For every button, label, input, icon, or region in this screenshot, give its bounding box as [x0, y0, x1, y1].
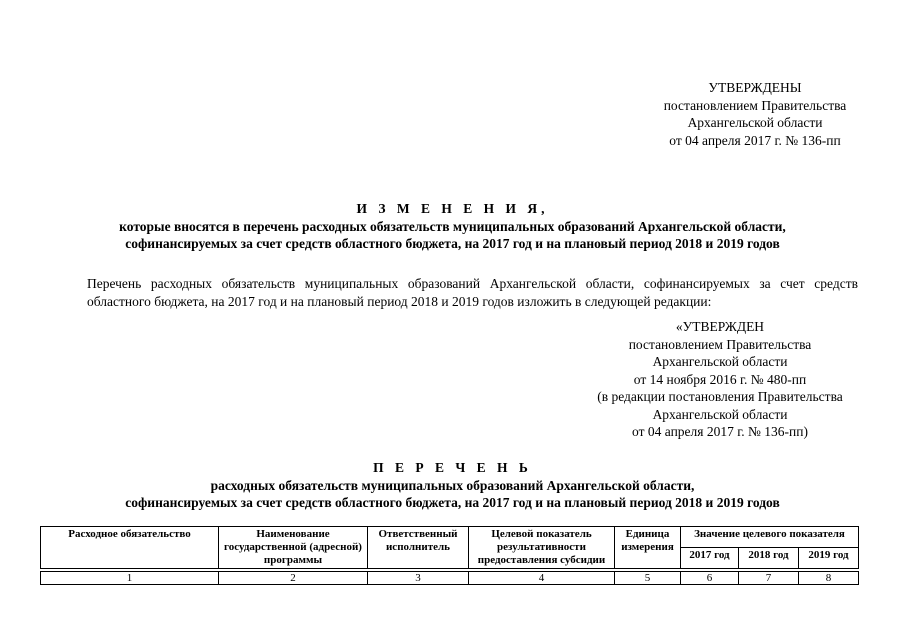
changes-subtitle-line: которые вносятся в перечень расходных обязательств муниципальных образований Архангельской области,: [119, 218, 786, 234]
list-subtitle-line: софинансируемых за счет средств областного бюджета, на 2017 год и на плановый период 2018 и 2019 годов: [125, 495, 780, 510]
column-number: 6: [681, 572, 739, 585]
inner-stamp-line: (в редакции постановления Правительства: [597, 389, 843, 404]
header-program-name: Наименование государственной (адресной) программы: [219, 527, 368, 569]
header-year-2017: 2017 год: [681, 548, 739, 569]
column-number: 5: [615, 572, 681, 585]
changes-title: И З М Е Н Е Н И Я,: [356, 201, 549, 216]
header-year-2019: 2019 год: [799, 548, 859, 569]
column-number: 7: [739, 572, 799, 585]
header-responsible-executor: Ответственный исполнитель: [368, 527, 469, 569]
inner-stamp-line: от 04 апреля 2017 г. № 136-пп): [632, 424, 808, 439]
column-number: 2: [219, 572, 368, 585]
list-title: П Е Р Е Ч Е Н Ь: [373, 460, 532, 475]
changes-heading: [0, 200, 905, 253]
column-number: 1: [41, 572, 219, 585]
inner-stamp-line: постановлением Правительства: [628, 336, 812, 352]
approval-stamp: [610, 79, 900, 149]
inner-stamp-line: Архангельской области: [652, 354, 788, 369]
approval-stamp-line: УТВЕРЖДЕНЫ: [708, 80, 802, 95]
obligations-table: [40, 526, 859, 585]
header-expense-obligation: Расходное обязательство: [41, 527, 219, 569]
inner-approval-stamp: [560, 318, 880, 441]
inner-stamp-line: «УТВЕРЖДЕН: [675, 319, 765, 334]
list-heading: [0, 459, 905, 512]
changes-subtitle-line: софинансируемых за счет средств областного бюджета, на 2017 год и на плановый период 2018 и 2019 годов: [125, 236, 780, 251]
list-subtitle-line: расходных обязательств муниципальных образований Архангельской области,: [210, 477, 695, 493]
paragraph-text: Перечень расходных обязательств муниципальных образований Архангельской области, софинансируемых за счет средств областного бюджета, на 2017 год и на плановый период 2018 и 2019 годов изложить в следующей редакции:: [87, 276, 858, 309]
header-unit: Единица измерения: [615, 527, 681, 569]
inner-stamp-line: Архангельской области: [652, 406, 788, 422]
inner-stamp-line: от 14 ноября 2016 г. № 480-пп: [633, 371, 807, 387]
column-number: 3: [368, 572, 469, 585]
column-number: 4: [469, 572, 615, 585]
body-paragraph: [46, 275, 858, 310]
header-indicator-value: Значение целевого показателя: [681, 527, 859, 548]
header-year-2018: 2018 год: [739, 548, 799, 569]
header-target-indicator: Целевой показатель результативности предоставления субсидии: [469, 527, 615, 569]
column-number: 8: [799, 572, 859, 585]
approval-stamp-line: от 04 апреля 2017 г. № 136-пп: [669, 132, 841, 148]
approval-stamp-line: постановлением Правительства: [663, 97, 847, 113]
approval-stamp-line: Архангельской области: [687, 115, 823, 130]
